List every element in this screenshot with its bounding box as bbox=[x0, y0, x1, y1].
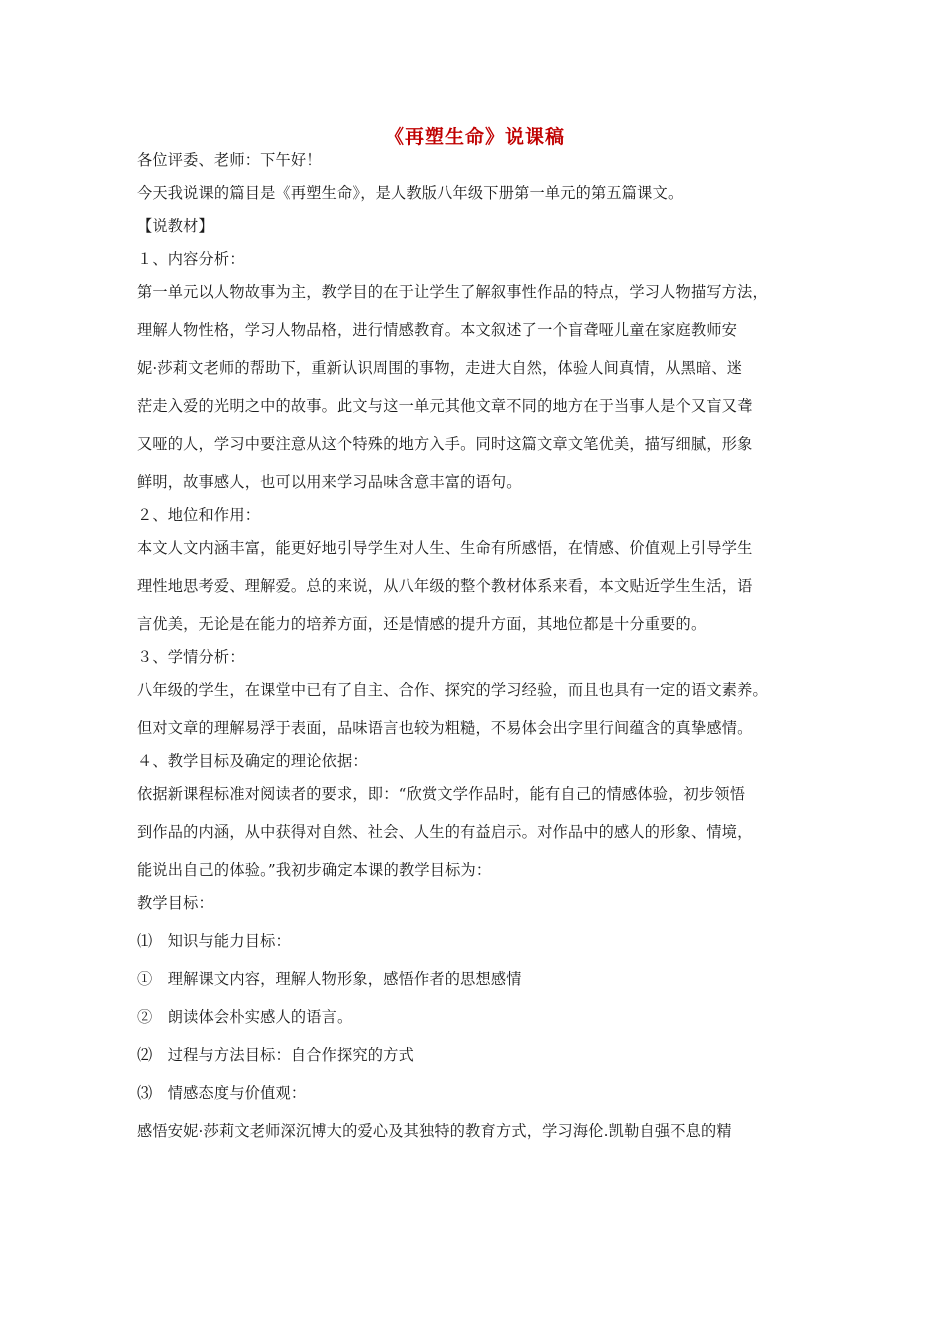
text-line: 言优美，无论是在能力的培养方面，还是情感的提升方面，其地位都是十分重要的。 bbox=[137, 615, 707, 633]
text-line: 到作品的内涵，从中获得对自然、社会、人生的有益启示。对作品中的感人的形象、情境， bbox=[137, 823, 753, 841]
subsection-heading: ２、地位和作用： bbox=[137, 506, 261, 524]
text-line: 感悟安妮·莎莉文老师深沉博大的爱心及其独特的教育方式，学习海伦.凯勒自强不息的精 bbox=[137, 1122, 732, 1140]
text-line: 第一单元以人物故事为主，教学目的在于让学生了解叙事性作品的特点，学习人物描写方法， bbox=[137, 283, 768, 301]
text-line: 理解人物性格，学习人物品格，进行情感教育。本文叙述了一个盲聋哑儿童在家庭教师安 bbox=[137, 321, 738, 339]
text-line: 本文人文内涵丰富，能更好地引导学生对人生、生命有所感悟，在情感、价值观上引导学生 bbox=[137, 539, 753, 557]
text-line: 但对文章的理解易浮于表面，品味语言也较为粗糙，不易体会出字里行间蕴含的真挚感情。 bbox=[137, 719, 753, 737]
text-line: 八年级的学生，在课堂中已有了自主、合作、探究的学习经验，而且也具有一定的语文素养。 bbox=[137, 681, 768, 699]
document-body bbox=[137, 150, 817, 1159]
text-line: 教学目标： bbox=[137, 894, 214, 912]
list-item: ① 理解课文内容，理解人物形象，感悟作者的思想感情 bbox=[137, 970, 522, 988]
text-line: 各位评委、老师：下午好！ bbox=[137, 151, 322, 169]
text-line: 妮·莎莉文老师的帮助下，重新认识周围的事物，走进大自然，体验人间真情，从黑暗、迷 bbox=[137, 359, 743, 377]
text-line: 今天我说课的篇目是《再塑生命》，是人教版八年级下册第一单元的第五篇课文。 bbox=[137, 184, 684, 202]
list-item: ⑴ 知识与能力目标： bbox=[137, 932, 291, 950]
text-line: 依据新课程标准对阅读者的要求，即：“欣赏文学作品时，能有自己的情感体验，初步领悟 bbox=[137, 785, 746, 803]
text-line: 茫走入爱的光明之中的故事。此文与这一单元其他文章不同的地方在于当事人是个又盲又聋 bbox=[137, 397, 753, 415]
text-line: 鲜明，故事感人，也可以用来学习品味含意丰富的语句。 bbox=[137, 473, 522, 491]
subsection-heading: ３、学情分析： bbox=[137, 648, 245, 666]
subsection-heading: １、内容分析： bbox=[137, 250, 245, 268]
section-heading: 【说教材】 bbox=[137, 217, 214, 235]
text-line: 能说出自己的体验。”我初步确定本课的教学目标为： bbox=[137, 861, 492, 879]
text-line: 又哑的人，学习中要注意从这个特殊的地方入手。同时这篇文章文笔优美，描写细腻，形象 bbox=[137, 435, 753, 453]
list-item: ② 朗读体会朴实感人的语言。 bbox=[137, 1008, 353, 1026]
list-item: ⑵ 过程与方法目标：自合作探究的方式 bbox=[137, 1046, 414, 1064]
subsection-heading: ４、教学目标及确定的理论依据： bbox=[137, 752, 368, 770]
document-title: 《再塑生命》说课稿 bbox=[384, 126, 565, 148]
list-item: ⑶ 情感态度与价值观： bbox=[137, 1084, 307, 1102]
text-line: 理性地思考爱、理解爱。总的来说，从八年级的整个教材体系来看，本文贴近学生生活，语 bbox=[137, 577, 753, 595]
